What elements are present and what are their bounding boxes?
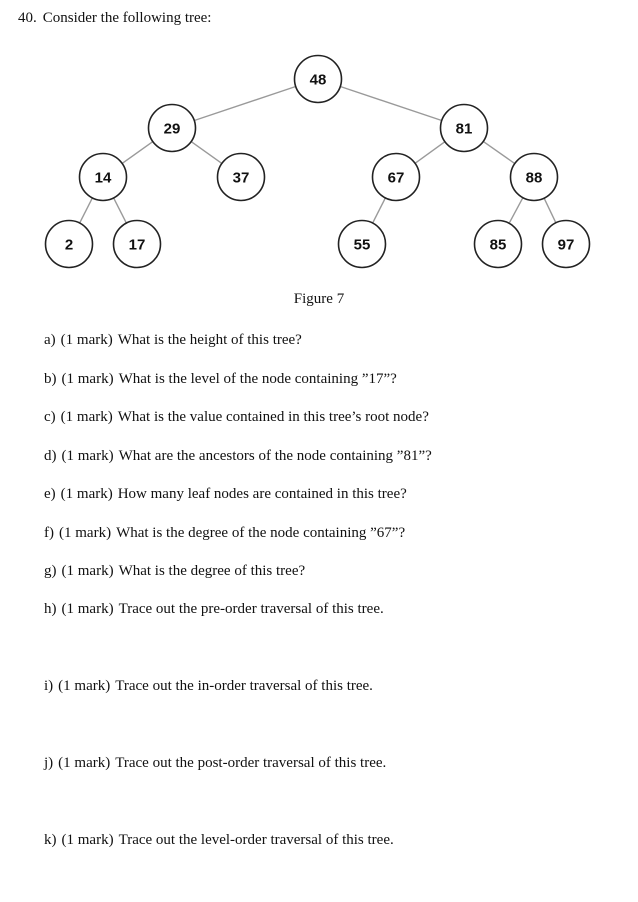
subquestion-label: g) — [44, 563, 57, 579]
subquestion-label: d) — [44, 448, 57, 464]
subquestion-marks: (1 mark) — [61, 563, 114, 579]
subquestion-marks: (1 mark) — [61, 371, 114, 387]
tree-edge-29-37 — [191, 142, 222, 164]
tree-node-value: 97 — [557, 236, 575, 254]
subquestion-text: Trace out the level-order traversal of this tree. — [118, 832, 394, 848]
tree-node-17 — [114, 221, 161, 268]
subquestion-g — [44, 563, 305, 580]
subquestion-label: f) — [44, 525, 54, 541]
tree-node-2 — [46, 221, 93, 268]
tree-edge-14-2 — [80, 198, 93, 223]
subquestion-k — [44, 832, 394, 849]
tree-edge-48-81 — [340, 86, 441, 120]
tree-node-value: 85 — [489, 236, 507, 254]
subquestion-i — [44, 678, 373, 695]
question-number: 40. — [18, 10, 37, 26]
subquestion-j — [44, 755, 386, 772]
tree-node-value: 17 — [128, 236, 146, 254]
tree-node-55 — [339, 221, 386, 268]
tree-edge-29-14 — [122, 142, 153, 164]
tree-edge-81-67 — [415, 142, 445, 164]
tree-node-29 — [149, 105, 196, 152]
tree-edge-81-88 — [483, 141, 514, 163]
tree-node-97 — [543, 221, 590, 268]
tree-node-67 — [373, 154, 420, 201]
subquestion-text: Trace out the pre-order traversal of this tree. — [118, 601, 384, 617]
subquestion-f — [44, 525, 405, 542]
subquestion-h — [44, 601, 384, 618]
question-prompt: Consider the following tree: — [42, 10, 212, 26]
subquestion-label: b) — [44, 371, 57, 387]
subquestion-label: k) — [44, 832, 57, 848]
subquestion-marks: (1 mark) — [58, 755, 111, 771]
tree-node-value: 55 — [353, 236, 371, 254]
subquestion-marks: (1 mark) — [58, 678, 111, 694]
subquestion-marks: (1 mark) — [60, 332, 113, 348]
subquestion-text: What is the level of the node containing ”17”? — [118, 371, 397, 387]
subquestion-text: What is the degree of this tree? — [118, 563, 306, 579]
tree-node-14 — [80, 154, 127, 201]
tree-edge-67-55 — [373, 198, 386, 223]
tree-node-48 — [295, 56, 342, 103]
subquestion-e — [44, 486, 407, 503]
tree-edge-88-85 — [509, 198, 523, 224]
tree-node-value: 81 — [455, 120, 473, 138]
tree-edge-48-29 — [194, 86, 295, 120]
tree-node-value: 14 — [94, 169, 112, 187]
tree-edge-88-97 — [544, 198, 556, 223]
subquestion-text: How many leaf nodes are contained in this tree? — [117, 486, 407, 502]
subquestion-marks: (1 mark) — [59, 525, 112, 541]
tree-node-value: 48 — [309, 71, 327, 89]
subquestion-text: Trace out the post-order traversal of this tree. — [115, 755, 387, 771]
subquestion-a — [44, 332, 302, 349]
subquestion-label: a) — [44, 332, 56, 348]
subquestion-text: What are the ancestors of the node containing ”81”? — [118, 448, 432, 464]
tree-edge-14-17 — [114, 198, 127, 223]
subquestion-marks: (1 mark) — [61, 601, 114, 617]
subquestion-marks: (1 mark) — [61, 832, 114, 848]
subquestion-c — [44, 409, 429, 426]
subquestion-label: c) — [44, 409, 56, 425]
subquestion-label: e) — [44, 486, 56, 502]
subquestion-d — [44, 448, 432, 465]
subquestion-label: i) — [44, 678, 54, 694]
subquestion-label: j) — [44, 755, 54, 771]
subquestion-text: Trace out the in-order traversal of this tree. — [115, 678, 373, 694]
tree-node-37 — [218, 154, 265, 201]
subquestion-marks: (1 mark) — [61, 448, 114, 464]
tree-node-value: 67 — [387, 169, 405, 187]
subquestion-marks: (1 mark) — [60, 409, 113, 425]
tree-nodes — [46, 56, 590, 268]
tree-edges — [80, 86, 556, 223]
tree-node-85 — [475, 221, 522, 268]
tree-node-value: 37 — [232, 169, 250, 187]
tree-diagram — [0, 0, 638, 300]
subquestion-text: What is the value contained in this tree’s root node? — [117, 409, 429, 425]
tree-node-88 — [511, 154, 558, 201]
subquestion-text: What is the height of this tree? — [117, 332, 302, 348]
subquestion-marks: (1 mark) — [60, 486, 113, 502]
tree-node-value: 29 — [163, 120, 181, 138]
tree-node-81 — [441, 105, 488, 152]
tree-node-value: 88 — [525, 169, 543, 187]
figure-caption: Figure 7 — [293, 291, 345, 307]
subquestion-text: What is the degree of the node containing ”67”? — [116, 525, 406, 541]
tree-node-value: 2 — [64, 236, 74, 254]
subquestion-b — [44, 371, 397, 388]
subquestion-label: h) — [44, 601, 57, 617]
